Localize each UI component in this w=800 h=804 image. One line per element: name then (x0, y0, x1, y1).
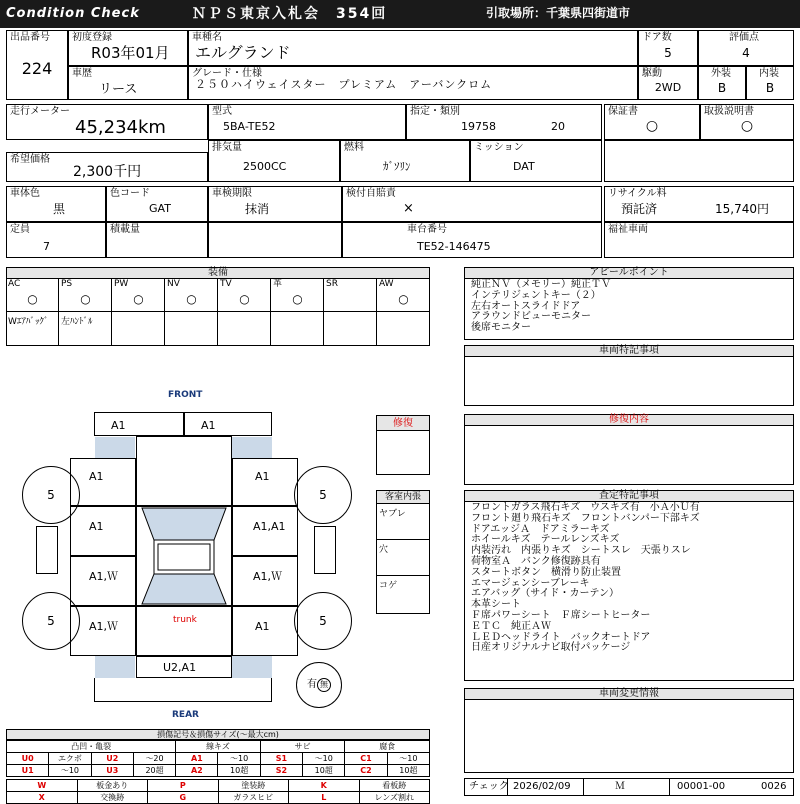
equipment-item-革: 革 ○ (271, 278, 324, 311)
panel-l2: A1 (70, 506, 136, 556)
text-line: Ｆ席パワーシート Ｆ席シートヒーター (471, 610, 651, 621)
text-line: フロントガラス飛石キズ ウスキズ有 小Ａ小Ｕ有 (471, 502, 700, 513)
check-mark: Ｍ (615, 781, 625, 792)
panel-front-left: A1 (94, 412, 184, 436)
chassis-value: TE52-146475 (417, 240, 491, 253)
empty-cell (208, 222, 342, 258)
liability-label: 検付自賠責 (346, 188, 396, 199)
spec-cell (406, 104, 602, 140)
drive-label: 駆動 (642, 68, 662, 79)
int-label: 内装 (759, 68, 779, 79)
car-name: エルグランド (195, 43, 291, 62)
inspection-value: 抹消 (245, 202, 270, 216)
fuel-cell (340, 140, 470, 182)
colorcode-cell (106, 186, 208, 222)
grade-cell (188, 66, 638, 100)
equipment-item-ac: AC ○ (6, 278, 59, 311)
recycle-cell (604, 186, 794, 222)
doors-cell (638, 30, 698, 66)
panel-r1: A1 (232, 458, 298, 506)
check-code2: 0026 (761, 781, 787, 792)
cabin-tear: ヤブレ (377, 504, 429, 540)
grade-label: グレード・仕様 (192, 68, 262, 79)
equipment-item-tv: TV ○ (218, 278, 271, 311)
warranty-value: ○ (645, 118, 659, 134)
legend-title: 損傷記号＆損傷サイズ(～最大cm) (6, 729, 430, 740)
text-line: 荷物室Ａ バンク修復跡具有 (471, 556, 601, 567)
equipment-item-nv: NV ○ (165, 278, 218, 311)
cabin-hole: 穴 (377, 540, 429, 576)
change-box (464, 699, 794, 773)
check-label: チェック (469, 781, 509, 792)
equipment-extra-6 (324, 311, 377, 346)
mirror-right (314, 526, 336, 574)
panel-r3: A1,Ｗ (232, 556, 298, 606)
panel-hood (136, 436, 232, 506)
equipment-title: 装備 (6, 267, 430, 279)
legend-table: 凸凹・亀裂 線キズ サビ 腐食 U0 エクボ U2 ～20 A1 ～10 S1 ～10 C1 ～10 U1 ～10 U3 20超 A2 10超 S2 10超 C2 10超 (6, 740, 430, 777)
mission-cell (470, 140, 602, 182)
special-box (464, 356, 794, 406)
text-line: 左右オートスライドドア (471, 300, 581, 312)
panel-rear-bumper: U2,A1 (136, 656, 232, 678)
equipment-item-sr: SR (324, 278, 377, 311)
price-cell (6, 152, 208, 182)
chassis-cell (342, 222, 602, 258)
taillight-left (95, 656, 135, 678)
roof-glass (136, 506, 232, 606)
history-cell (68, 66, 188, 100)
legend-table-2: W 板金あり P 塗装跡 K 看板跡 X 交換跡 G ガラスヒビ L レンズ割れ (6, 779, 430, 804)
int-cell (746, 66, 794, 100)
mission-value: DAT (513, 160, 535, 173)
model-value: 5BA-TE52 (223, 120, 276, 133)
panel-l3: A1,Ｗ (70, 556, 136, 606)
reg-value: R03年01月 (91, 44, 170, 62)
repair-content-title: 修復内容 (464, 414, 794, 426)
load-cell (106, 222, 208, 258)
equipment-extra-1: 左ﾊﾝﾄﾞﾙ (59, 311, 112, 346)
load-label: 積載量 (110, 224, 140, 235)
history-label: 車歴 (72, 68, 92, 79)
repair-label: 修復 (377, 416, 429, 431)
cabin-burn: コゲ (379, 581, 398, 591)
panel-l4: A1,Ｗ (70, 606, 136, 656)
legend (6, 729, 430, 804)
score-label: 評価点 (729, 32, 759, 43)
reg-label: 初度登録 (72, 32, 112, 43)
text-line: インテリジェントキー（２） (471, 289, 601, 301)
color-cell (6, 186, 106, 222)
text-line: 内装汚れ 内張りキズ シートスレ 天張りスレ (471, 545, 691, 557)
repair-content-box (464, 425, 794, 485)
recycle-status: 預託済 (621, 202, 658, 216)
appeal-title: アピールポイント (464, 267, 794, 279)
text-line: 日産オリジナルナビ取付パッケージ (471, 642, 631, 654)
chassis-label: 車台番号 (407, 224, 447, 235)
recycle-fee: 15,740円 (715, 202, 769, 216)
assessment-title: 査定特記事項 (464, 490, 794, 502)
blank-cell (604, 140, 794, 182)
lot-number: 224 (21, 59, 53, 78)
doors-value: 5 (664, 46, 672, 60)
color-label: 車体色 (10, 188, 40, 199)
spare-tire: 有 無 (296, 662, 342, 708)
panel-front-right: A1 (184, 412, 272, 436)
colorcode-label: 色コード (110, 188, 150, 199)
odometer-value: 45,234km (75, 117, 166, 138)
liability-value: × (403, 201, 414, 216)
odometer-label: 走行メーター (10, 106, 70, 117)
score-value: 4 (742, 46, 750, 60)
text-line: ドアエッジＡ ドアミラーキズ (471, 523, 610, 535)
text-line: 純正ＮＶ（メモリー）純正ＴＶ (471, 279, 611, 290)
cabin-title: 客室内張 (377, 491, 429, 504)
odometer-cell (6, 104, 208, 140)
equipment-extra-4 (218, 311, 271, 346)
history-value: リース (99, 82, 138, 97)
int-value: B (765, 81, 775, 95)
footer-bar (464, 778, 794, 796)
grade-value: ２５０ハイウェイスター プレミアム アーバンクロム (195, 78, 493, 91)
equipment-extra-0: Wｴｱﾊﾞｯｸﾞ (6, 311, 59, 346)
capacity-cell (6, 222, 106, 258)
ext-label: 外装 (711, 68, 731, 79)
text-line: ＥＴＣ 純正ＡＷ (471, 620, 551, 632)
panel-trunk: trunk (136, 606, 232, 656)
headlight-right (232, 437, 272, 459)
equipment-extra-7 (377, 311, 430, 346)
displacement-cell (208, 140, 340, 182)
drive-value: 2WD (654, 81, 682, 94)
ext-value: B (717, 81, 727, 95)
text-line: ホイールキズ テールレンズキズ (471, 534, 620, 546)
panel-r2: A1,A1 (232, 506, 298, 556)
tire-front-right: 5 (294, 466, 352, 524)
equipment-item-aw: AW ○ (379, 279, 409, 306)
lot-cell (6, 30, 68, 100)
header-bar (0, 0, 800, 28)
tire-rear-left: 5 (22, 592, 80, 650)
capacity-label: 定員 (10, 224, 30, 235)
doors-label: ドア数 (642, 32, 672, 43)
panel-l1: A1 (70, 458, 136, 506)
price-label: 希望価格 (10, 154, 50, 165)
equipment-extra-2 (112, 311, 165, 346)
model-label: 型式 (212, 106, 232, 117)
inspection-label: 車検期限 (212, 188, 252, 199)
score-cell (698, 30, 794, 66)
front-label: FRONT (168, 390, 203, 400)
rear-label: REAR (172, 710, 199, 720)
warranty-cell (604, 104, 700, 140)
equipment-extra-3 (165, 311, 218, 346)
spec-class: 20 (551, 120, 565, 133)
check-date: 2026/02/09 (513, 781, 571, 792)
equipment-item-ps: PS ○ (59, 278, 112, 311)
recycle-label: リサイクル料 (608, 188, 667, 199)
name-cell (188, 30, 638, 66)
manual-value: ○ (740, 118, 754, 134)
tire-rear-right: 5 (294, 592, 352, 650)
colorcode-value: GAT (149, 202, 171, 215)
fuel-label: 燃料 (344, 142, 364, 153)
spec-label: 指定・類別 (410, 106, 460, 117)
text-line: 本革シート (471, 599, 521, 611)
fuel-value: ｶﾞｿﾘﾝ (383, 160, 411, 173)
panel-r4: A1 (232, 606, 298, 656)
panel-rear-lower (94, 678, 272, 702)
welfare-label: 福祉車両 (608, 224, 648, 235)
displacement-label: 排気量 (212, 142, 242, 153)
welfare-cell (604, 222, 794, 258)
text-line: アラウンドビューモニター (471, 311, 591, 323)
liability-cell (342, 186, 602, 222)
repair-box (376, 415, 430, 475)
text-line: フロント廻り飛石キズ フロントバンパー下部キズ (471, 512, 700, 524)
drive-cell (638, 66, 698, 100)
pickup-location: 引取場所：千葉県四街道市 (486, 6, 631, 20)
mirror-left (36, 526, 58, 574)
lot-label: 出品番号 (10, 32, 50, 43)
color-value: 黒 (53, 202, 66, 216)
model-cell (208, 104, 406, 140)
headlight-left (95, 437, 135, 459)
check-code1: 00001-00 (677, 781, 726, 792)
text-line: スタートボタン 横滑り防止装置 (471, 566, 621, 578)
inspection-cell (208, 186, 342, 222)
capacity-value: 7 (43, 240, 50, 253)
text-line: エマージェンシーブレーキ (471, 577, 590, 589)
manual-cell (700, 104, 794, 140)
reg-cell (68, 30, 188, 66)
warranty-label: 保証書 (608, 106, 638, 117)
taillight-right (232, 656, 272, 678)
displacement-value: 2500CC (243, 160, 287, 173)
name-label: 車種名 (192, 32, 222, 43)
auction-title: ＮＰＳ東京入札会 354回 (192, 6, 388, 22)
manual-label: 取扱説明書 (704, 106, 754, 117)
text-line: 後席モニター (471, 322, 531, 334)
price-value: 2,300千円 (73, 164, 142, 180)
text-line: ＬＥＤヘッドライト バックオートドア (471, 631, 651, 643)
cabin-box (376, 490, 430, 614)
text-line: エアバッグ（サイド・カーテン） (471, 588, 619, 600)
app-title: Condition Check (6, 6, 140, 21)
spec-type: 19758 (461, 120, 496, 133)
tire-front-left: 5 (22, 466, 80, 524)
special-title: 車両特記事項 (464, 345, 794, 357)
ext-cell (698, 66, 746, 100)
equipment-extra-5 (271, 311, 324, 346)
change-title: 車両変更情報 (464, 688, 794, 700)
mission-label: ミッション (474, 142, 524, 153)
equipment-item-pw: PW ○ (112, 278, 165, 311)
